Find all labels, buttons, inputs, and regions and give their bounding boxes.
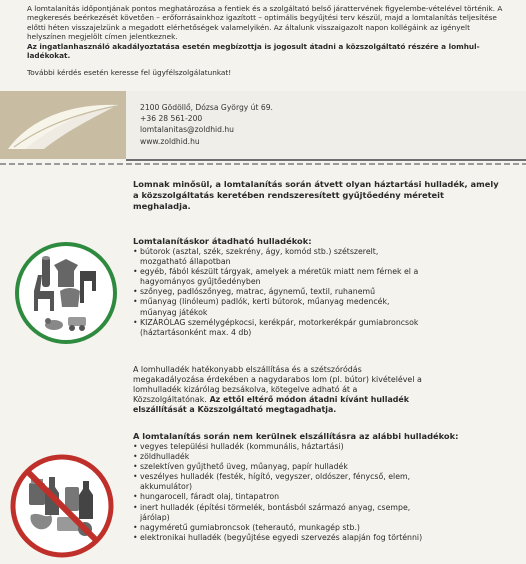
contact-divider xyxy=(126,159,526,161)
contact-info xyxy=(140,102,273,147)
list-item: • elektronikai hulladék (begyűjtése egyedi szervezés alapján fog történni) xyxy=(133,533,518,543)
list-item: • KIZÁRÓLAG személygépkocsi, kerékpár, motorkerékpár gumiabroncsok (háztartásonként max. 4 db) xyxy=(133,318,513,338)
questions-paragraph: További kérdés esetén keresse fel ügyfélszolgálatunkat! xyxy=(27,68,232,78)
bagging-notice: A lomhulladék hatékonyabb elszállítása és a szétszóródás megakadályozása érdekében a nagydarabos lom (pl. bútor) kivételével a lomhulladék kizárólag bezsákolva, kötegelve adható át a Közszolgáltatónak. Az ettől eltérő módon átadni kívánt hulladék elszállítását a Közszolgáltató megtagadhatja. xyxy=(133,365,422,415)
allowed-items-heading: Lomtalanításkor átadható hulladékok: xyxy=(133,236,312,246)
list-item: • vegyes települési hulladék (kommunális, háztartási) xyxy=(133,442,518,452)
list-item: • műanyag (linóleum) padlók, kerti bútorok, műanyag medencék, műanyag játékok xyxy=(133,297,513,317)
intro-paragraph: Lomnak minősül, a lomtalanítás során átvett olyan háztartási hulladék, amely a közszolgáltatás keretében rendszeresített gyűjtőedény méreteit meghaladja. xyxy=(133,179,499,211)
list-item: • zöldhulladék xyxy=(133,452,518,462)
leaf-icon xyxy=(0,91,126,159)
list-item: • inert hulladék (építési törmelék, bontásból származó anyag, csempe, járólap) xyxy=(133,503,518,523)
allowed-items-list xyxy=(133,247,513,338)
excluded-items-heading: A lomtalanítás során nem kerülnek elszállításra az alábbi hulladékok: xyxy=(133,431,459,441)
contact-email[interactable]: lomtalanitas@zoldhid.hu xyxy=(140,125,234,135)
list-item: • egyéb, fából készült tárgyak, amelyek a méretük miatt nem férnek el a hagyományos gyűjtőedényben xyxy=(133,267,513,287)
dashed-divider xyxy=(0,163,526,165)
bulky-waste-allowed-icon xyxy=(14,241,118,345)
list-item: • szőnyeg, padlószőnyeg, matrac, ágynemű, textil, ruhanemű xyxy=(133,287,513,297)
contact-web[interactable]: www.zoldhid.hu xyxy=(140,136,200,146)
contact-address: 2100 Gödöllő, Dózsa György út 69. xyxy=(140,103,273,112)
list-item: • nagyméretű gumiabroncsok (teherautó, munkagép stb.) xyxy=(133,523,518,533)
excluded-items-list xyxy=(133,442,518,543)
top-paragraphs xyxy=(27,4,507,78)
proxy-paragraph: Az ingatlanhasználó akadályoztatása esetén megbízottja is jogosult átadni a közszolgáltató részére a lomhul-ladékokat. xyxy=(27,41,480,61)
scheduling-paragraph: A lomtalanítás időpontjának pontos meghatározása a fentiek és a szolgáltató belső járattervének figyelembe-vételével történik. A megkeresés beérkezését követően – erőforrásainkhoz igazított – optimális begyűjtési terv készül, majd a lomtalanítás teljesítése előtti héten visszajelzünk a megadott elérhetőségek valamelyikén. Az általunk visszaigazolt napon kollégáink az igényelt helyszínen megjelölt címen jelentkeznek. xyxy=(27,4,503,42)
list-item: • szelektíven gyűjthető üveg, műanyag, papír hulladék xyxy=(133,462,518,472)
contact-phone: +36 28 561-200 xyxy=(140,114,203,124)
contact-band xyxy=(0,91,526,159)
list-item: • veszélyes hulladék (festék, hígító, vegyszer, oldószer, fénycső, elem, akkumulátor) xyxy=(133,472,518,492)
leaf-logo-box xyxy=(0,91,126,159)
prohibited-waste-icon xyxy=(9,453,115,559)
list-item: • hungarocell, fáradt olaj, tintapatron xyxy=(133,492,518,502)
list-item: • bútorok (asztal, szék, szekrény, ágy, komód stb.) szétszerelt, mozgatható állapotban xyxy=(133,247,513,267)
